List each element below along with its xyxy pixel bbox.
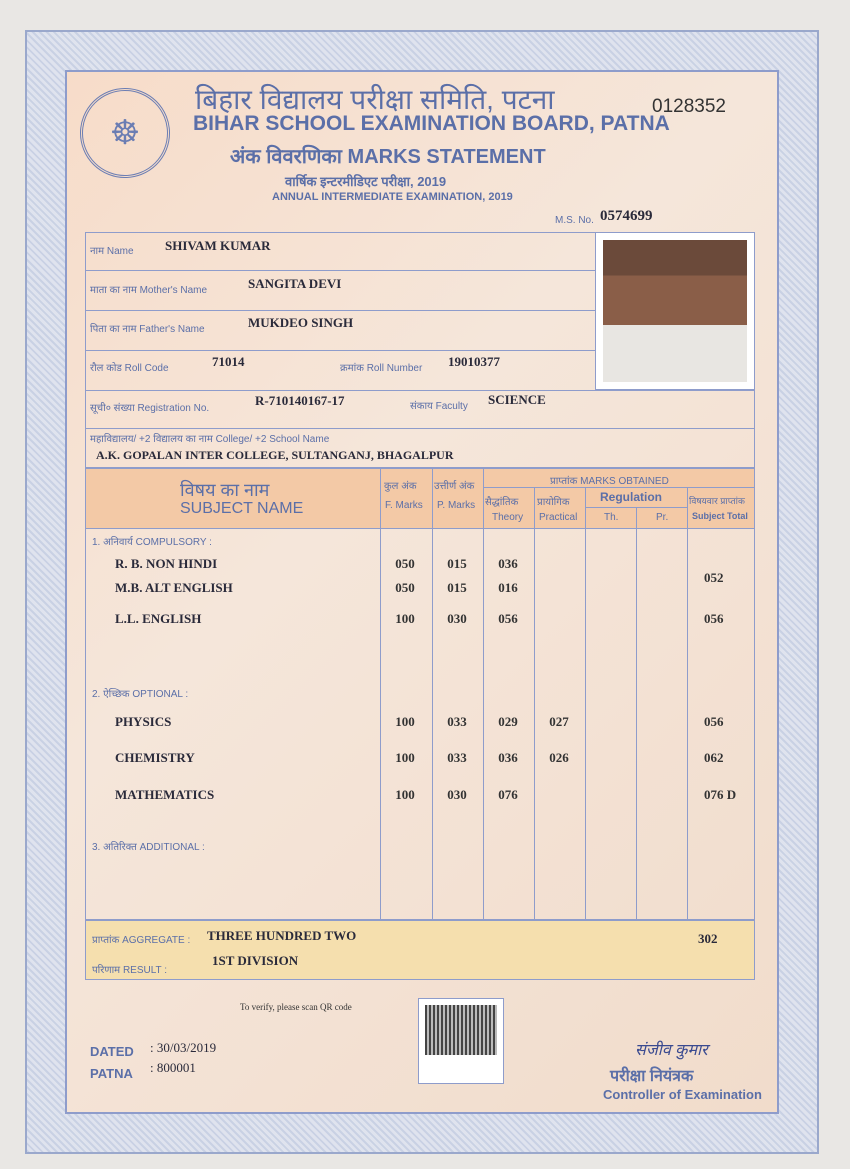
divider <box>85 428 755 429</box>
row-subject: R. B. NON HINDI <box>115 556 218 571</box>
divider <box>85 350 595 351</box>
qr-code[interactable] <box>418 998 504 1084</box>
result-division: 1ST DIVISION <box>212 953 299 968</box>
row-subject: CHEMISTRY <box>115 750 195 765</box>
aggregate-label: प्राप्तांक AGGREGATE : <box>92 935 191 946</box>
marks-obtained-header: प्राप्तांक MARKS OBTAINED <box>550 476 669 487</box>
row-theory: 029 <box>498 714 518 729</box>
row-theory: 056 <box>498 611 518 626</box>
aggregate-total: 302 <box>698 931 718 946</box>
row-p: 015 <box>447 580 467 595</box>
row-f: 100 <box>395 787 415 802</box>
optional-section-label: 2. ऐच्छिक OPTIONAL : <box>92 689 189 700</box>
ms-no: 0574699 <box>600 208 653 224</box>
roll-code-label: रौल कोड Roll Code <box>90 363 169 374</box>
f-marks-header: F. Marks <box>385 500 423 511</box>
row-total: 062 <box>704 750 724 765</box>
row-p: 030 <box>447 611 467 626</box>
row-subject: L.L. ENGLISH <box>115 611 202 626</box>
exam-hindi: वार्षिक इन्टरमीडिएट परीक्षा, 2019 <box>285 174 447 189</box>
registration-number: R-710140167-17 <box>255 393 345 408</box>
row-total: 076 D <box>704 787 737 802</box>
p-marks-header: P. Marks <box>437 500 476 511</box>
row-total: 052 <box>704 570 724 585</box>
roll-code: 71014 <box>212 354 245 369</box>
divider <box>85 310 595 311</box>
divider <box>534 487 535 920</box>
controller-title: Controller of Examination <box>603 1087 762 1102</box>
row-total: 056 <box>704 611 724 626</box>
patna-label: PATNA <box>90 1066 133 1081</box>
theory-hindi: सैद्धांतिक <box>485 497 519 508</box>
marks-statement-title: अंक विवरणिका MARKS STATEMENT <box>230 146 546 168</box>
subject-total-header: Subject Total <box>692 511 748 521</box>
title-english: BIHAR SCHOOL EXAMINATION BOARD, PATNA <box>193 112 670 135</box>
divider <box>380 468 381 920</box>
college-name: A.K. GOPALAN INTER COLLEGE, SULTANGANJ, BHAGALPUR <box>96 448 454 462</box>
result-label: परिणाम RESULT : <box>92 965 168 976</box>
row-f: 050 <box>395 556 415 571</box>
college-label: महाविद्यालय/ +2 विद्यालय का नाम College/ +2 School Name <box>90 434 330 445</box>
regulation-pr-header: Pr. <box>656 512 669 523</box>
registration-label: सूची० संख्या Registration No. <box>90 403 210 414</box>
additional-section-label: 3. अतिरिक्त ADDITIONAL : <box>92 842 205 853</box>
row-subject: M.B. ALT ENGLISH <box>115 580 233 595</box>
controller-signature: संजीव कुमार <box>635 1042 708 1059</box>
p-marks-hindi: उत्तीर्ण अंक <box>434 481 475 492</box>
row-p: 015 <box>447 556 467 571</box>
board-seal: ☸ <box>80 88 170 178</box>
issue-date: : 30/03/2019 <box>150 1040 217 1055</box>
title-hindi: बिहार विद्यालय परीक्षा समिति, पटना <box>195 84 555 115</box>
faculty: SCIENCE <box>488 392 546 407</box>
subject-header-hindi: विषय का नाम <box>180 480 270 500</box>
mother-name: SANGITA DEVI <box>248 276 342 291</box>
practical-hindi: प्रायोगिक <box>537 497 570 508</box>
divider <box>585 487 586 920</box>
divider <box>636 507 637 920</box>
row-theory: 016 <box>498 580 518 595</box>
divider <box>85 390 755 391</box>
theory-header: Theory <box>492 512 524 523</box>
row-f: 100 <box>395 714 415 729</box>
dated-label: DATED <box>90 1044 134 1059</box>
student-name: SHIVAM KUMAR <box>165 238 271 253</box>
row-f: 050 <box>395 580 415 595</box>
subject-header: SUBJECT NAME <box>180 500 304 517</box>
roll-number: 19010377 <box>448 354 500 369</box>
row-f: 100 <box>395 750 415 765</box>
row-subject: PHYSICS <box>115 714 172 729</box>
f-marks-hindi: कुल अंक <box>384 481 417 492</box>
name-label: नाम Name <box>90 246 134 257</box>
divider <box>483 468 484 920</box>
father-name: MUKDEO SINGH <box>248 315 354 330</box>
faculty-label: संकाय Faculty <box>410 401 468 412</box>
regulation-th-header: Th. <box>604 512 619 523</box>
divider <box>585 507 687 508</box>
row-subject: MATHEMATICS <box>115 787 215 802</box>
row-p: 033 <box>447 750 467 765</box>
aggregate-in-words: THREE HUNDRED TWO <box>207 928 357 943</box>
row-theory: 036 <box>498 556 518 571</box>
divider <box>85 270 595 271</box>
mother-label: माता का नाम Mother's Name <box>90 285 208 296</box>
roll-number-label: क्रमांक Roll Number <box>340 363 423 374</box>
row-practical: 027 <box>549 714 569 729</box>
row-p: 033 <box>447 714 467 729</box>
controller-hindi: परीक्षा नियंत्रक <box>610 1068 694 1085</box>
row-practical: 026 <box>549 750 569 765</box>
result-box <box>85 920 755 980</box>
subject-total-hindi: विषयवार प्राप्तांक <box>689 496 745 506</box>
serial-number: 0128352 <box>652 96 726 117</box>
divider <box>85 528 755 529</box>
father-label: पिता का नाम Father's Name <box>90 324 205 335</box>
row-theory: 036 <box>498 750 518 765</box>
ms-no-label: M.S. No. <box>555 215 594 226</box>
divider <box>687 487 688 920</box>
practical-header: Practical <box>539 512 578 523</box>
exam-english: ANNUAL INTERMEDIATE EXAMINATION, 2019 <box>272 191 513 203</box>
divider <box>483 487 755 488</box>
compulsory-section-label: 1. अनिवार्य COMPULSORY : <box>92 537 212 548</box>
verify-note: To verify, please scan QR code <box>240 1002 352 1012</box>
row-p: 030 <box>447 787 467 802</box>
pin-code: : 800001 <box>150 1060 196 1075</box>
row-theory: 076 <box>498 787 518 802</box>
row-f: 100 <box>395 611 415 626</box>
row-total: 056 <box>704 714 724 729</box>
divider <box>432 468 433 920</box>
regulation-header: Regulation <box>600 490 662 504</box>
student-photo <box>595 232 755 390</box>
